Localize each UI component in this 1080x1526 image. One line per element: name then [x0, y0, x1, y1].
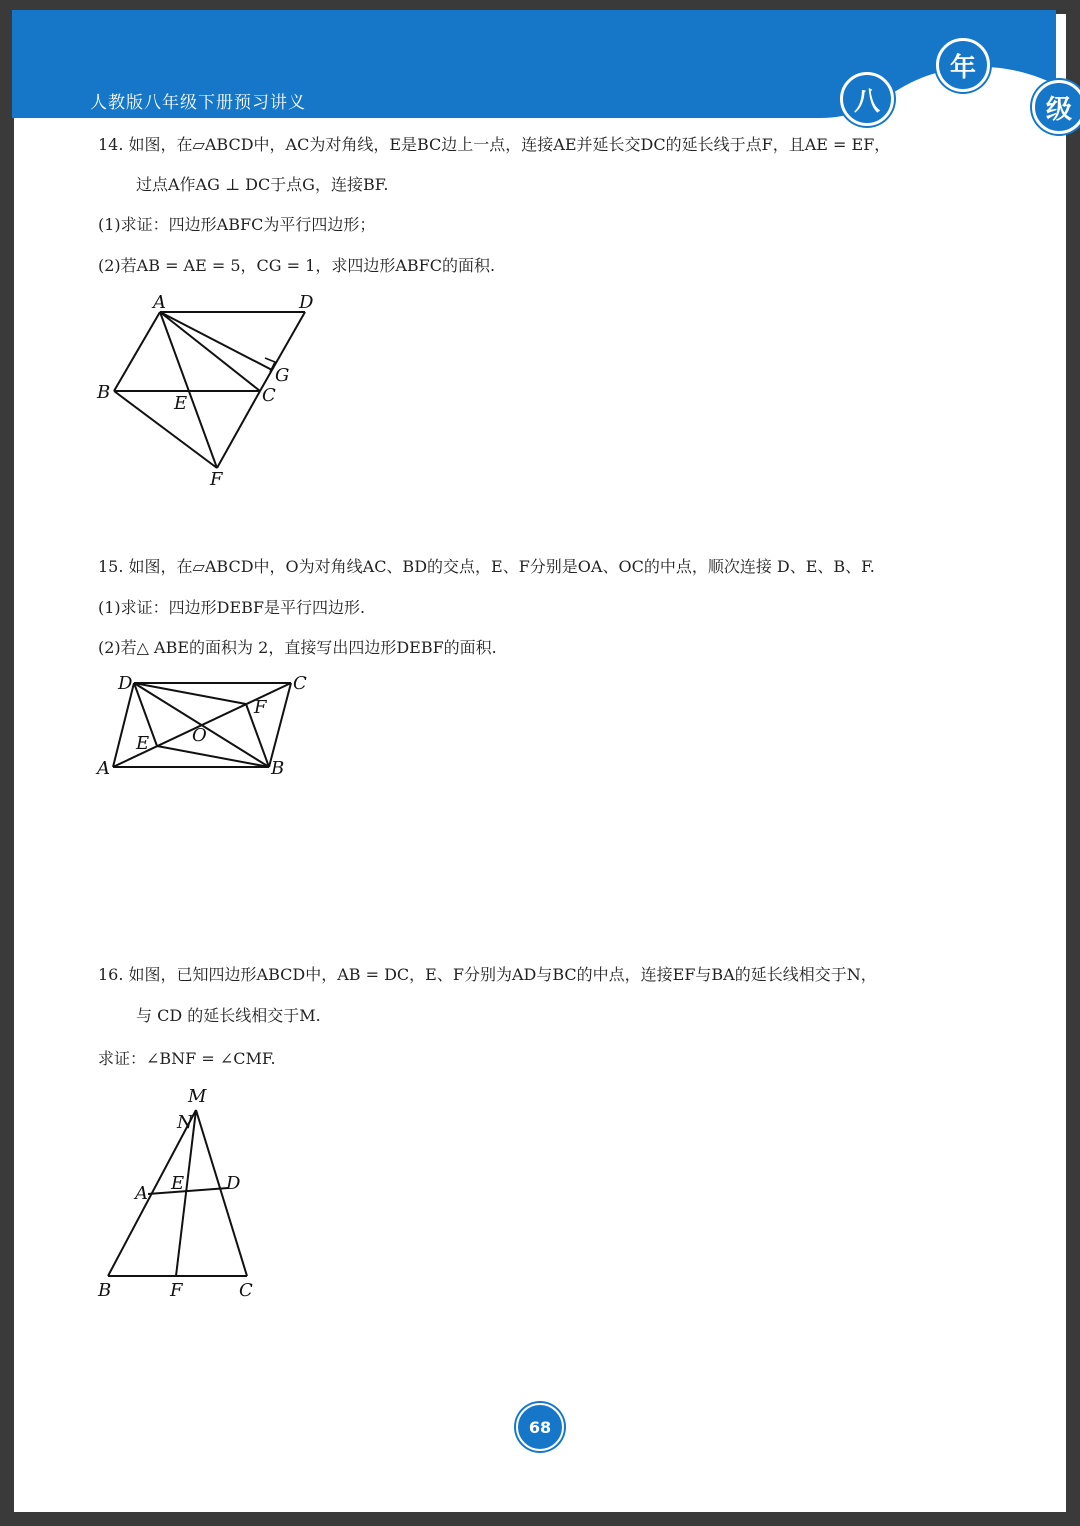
q14-figure [90, 288, 330, 493]
q15-label-c: C [293, 673, 307, 694]
q14-line4: (2)若AB = AE = 5，CG = 1，求四边形ABFC的面积. [98, 256, 496, 275]
q15-label-a: A [97, 758, 110, 779]
q15-line2: (1)求证：四边形DEBF是平行四边形. [98, 598, 366, 617]
q16-label-e: E [171, 1173, 185, 1194]
q14-label-f: F [210, 469, 223, 490]
q15-label-e: E [136, 733, 150, 754]
q15-line3: (2)若△ ABE的面积为 2，直接写出四边形DEBF的面积. [98, 638, 497, 657]
header-title: 人教版八年级下册预习讲义 [90, 93, 306, 113]
q16-label-d: D [226, 1173, 241, 1194]
q14-label-e: E [174, 393, 188, 414]
q16-label-b: B [98, 1280, 112, 1301]
q14-label-g: G [275, 365, 290, 386]
q16-figure [90, 1080, 270, 1302]
grade-badge-year: 年 [936, 38, 990, 92]
q16-line1: 16. 如图，已知四边形ABCD中，AB = DC，E、F分别为AD与BC的中点，连接EF与BA的延长线相交于N， [98, 965, 877, 984]
q16-label-f: F [170, 1280, 183, 1301]
q15-label-d: D [118, 673, 133, 694]
grade-badge-level: 级 [1032, 80, 1080, 134]
q16-label-n: N [177, 1112, 193, 1133]
q14-label-d: D [299, 292, 314, 313]
q14-line2: 过点A作AG ⊥ DC于点G，连接BF. [136, 175, 389, 194]
q14-label-b: B [97, 382, 111, 403]
q14-label-a: A [153, 292, 166, 313]
grade-badge-eight: 八 [840, 72, 894, 126]
q15-line1: 15. 如图，在▱ABCD中，O为对角线AC、BD的交点，E、F分别是OA、OC的中点，顺次连接 D、E、B、F. [98, 557, 875, 576]
q14-label-c: C [262, 385, 276, 406]
q15-label-o: O [192, 725, 207, 746]
q14-line3: (1)求证：四边形ABFC为平行四边形； [98, 215, 376, 234]
q15-label-f: F [254, 697, 267, 718]
q16-label-a: A [135, 1183, 148, 1204]
q14-line1: 14. 如图，在▱ABCD中，AC为对角线，E是BC边上一点，连接AE并延长交DC的延长线于点F，且AE = EF， [98, 135, 891, 154]
q15-label-b: B [271, 758, 285, 779]
q16-label-m: M [188, 1086, 207, 1107]
q16-label-c: C [239, 1280, 253, 1301]
page-number: 68 [516, 1403, 564, 1451]
q16-line3: 求证：∠BNF = ∠CMF. [98, 1049, 276, 1068]
q15-figure [90, 668, 320, 783]
q16-line2: 与 CD 的延长线相交于M. [136, 1006, 321, 1025]
